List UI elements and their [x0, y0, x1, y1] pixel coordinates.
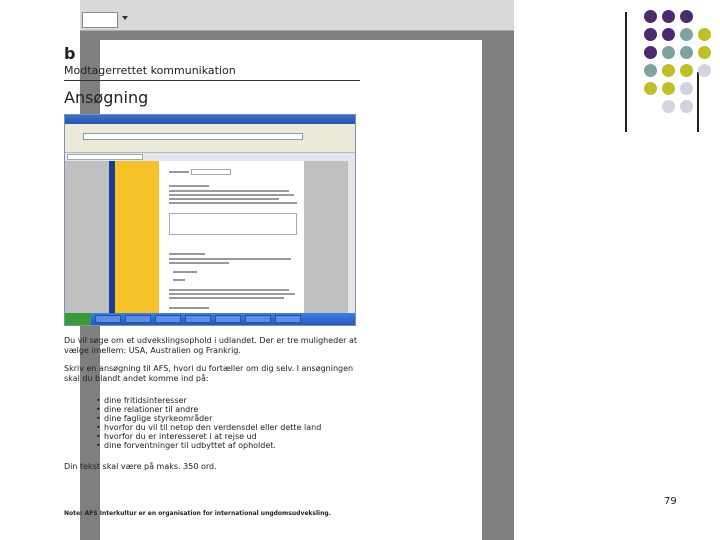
decor-dot	[662, 46, 675, 59]
embedded-screenshot	[64, 114, 356, 326]
form-label-line	[169, 171, 189, 173]
taskbar-item	[245, 315, 271, 323]
section-subtitle: Modtagerrettet kommunikation	[64, 64, 236, 77]
decor-dot	[644, 28, 657, 41]
decor-dot	[698, 46, 711, 59]
list-item: • dine relationer til andre	[96, 405, 321, 414]
site-yellow-band	[115, 161, 159, 313]
viewer-toolbar	[80, 0, 514, 31]
browser-tab-strip	[65, 153, 355, 161]
form-text-line	[169, 307, 209, 309]
form-text-line	[169, 262, 229, 264]
decor-dot	[644, 82, 657, 95]
browser-content	[65, 161, 355, 313]
zoom-dropdown-icon[interactable]	[122, 16, 128, 20]
form-text-line	[169, 289, 289, 291]
decor-dot	[662, 82, 675, 95]
decorative-line	[625, 12, 627, 132]
browser-scrollbar	[347, 161, 355, 313]
decor-dot	[644, 46, 657, 59]
decor-dot	[680, 82, 693, 95]
form-text-line	[169, 297, 284, 299]
form-input	[191, 169, 231, 175]
application-form	[159, 161, 304, 313]
taskbar-item	[185, 315, 211, 323]
decor-dot	[662, 10, 675, 23]
page-heading: Ansøgning	[64, 88, 149, 107]
decor-dot	[680, 64, 693, 77]
page-number: 79	[664, 496, 677, 507]
form-label-line	[169, 253, 205, 255]
decor-dot	[680, 10, 693, 23]
taskbar-item	[125, 315, 151, 323]
divider	[64, 80, 360, 81]
decor-dot	[644, 10, 657, 23]
form-option-line	[173, 279, 185, 281]
list-item: • dine fritidsinteresser	[96, 396, 321, 405]
form-textarea	[169, 213, 297, 235]
section-letter: b	[64, 44, 76, 63]
decor-dot	[662, 100, 675, 113]
list-item: • dine forventninger til udbyttet af opholdet.	[96, 441, 321, 450]
form-text-line	[169, 202, 297, 204]
browser-tab	[67, 154, 143, 160]
form-text-line	[169, 198, 279, 200]
taskbar-item	[275, 315, 301, 323]
form-option-line	[173, 271, 197, 273]
browser-links-bar	[65, 142, 355, 153]
taskbar-item	[95, 315, 121, 323]
instruction-paragraph: Skriv en ansøgning til AFS, hvori du fortæller om dig selv. I ansøgningen skal du blandt andet komme ind på:	[64, 364, 354, 383]
browser-menu-bar	[65, 124, 355, 132]
form-text-line	[169, 293, 295, 295]
windows-taskbar	[65, 313, 355, 325]
start-button	[65, 313, 91, 325]
list-item: • dine faglige styrkeområder	[96, 414, 321, 423]
decor-dot	[662, 64, 675, 77]
requirements-list	[96, 396, 321, 450]
word-limit-text: Din tekst skal være på maks. 350 ord.	[64, 462, 217, 471]
form-label-line	[169, 185, 209, 187]
list-item: • hvorfor du vil til netop den verdensdel eller dette land	[96, 423, 321, 432]
decor-dot	[698, 28, 711, 41]
browser-address-bar	[65, 132, 355, 142]
decor-dot	[680, 100, 693, 113]
decor-dot	[644, 64, 657, 77]
list-item: • hvorfor du er interesseret i at rejse ud	[96, 432, 321, 441]
form-text-line	[169, 194, 294, 196]
decor-dot	[680, 28, 693, 41]
form-text-line	[169, 190, 289, 192]
decor-dot	[662, 28, 675, 41]
address-field	[83, 133, 303, 140]
intro-paragraph: Du vil søge om et udvekslingsophold i udlandet. Der er tre muligheder at vælge imellem: USA, Australien og Frankrig.	[64, 336, 358, 355]
zoom-input[interactable]	[82, 12, 118, 28]
taskbar-item	[155, 315, 181, 323]
decorative-line	[697, 72, 699, 132]
footnote: Note: AFS Interkultur er en organisation for international ungdomsudveksling.	[64, 510, 331, 517]
decor-dot	[680, 46, 693, 59]
decor-dot	[698, 64, 711, 77]
browser-title-bar	[65, 115, 355, 124]
taskbar-item	[215, 315, 241, 323]
form-text-line	[169, 258, 291, 260]
